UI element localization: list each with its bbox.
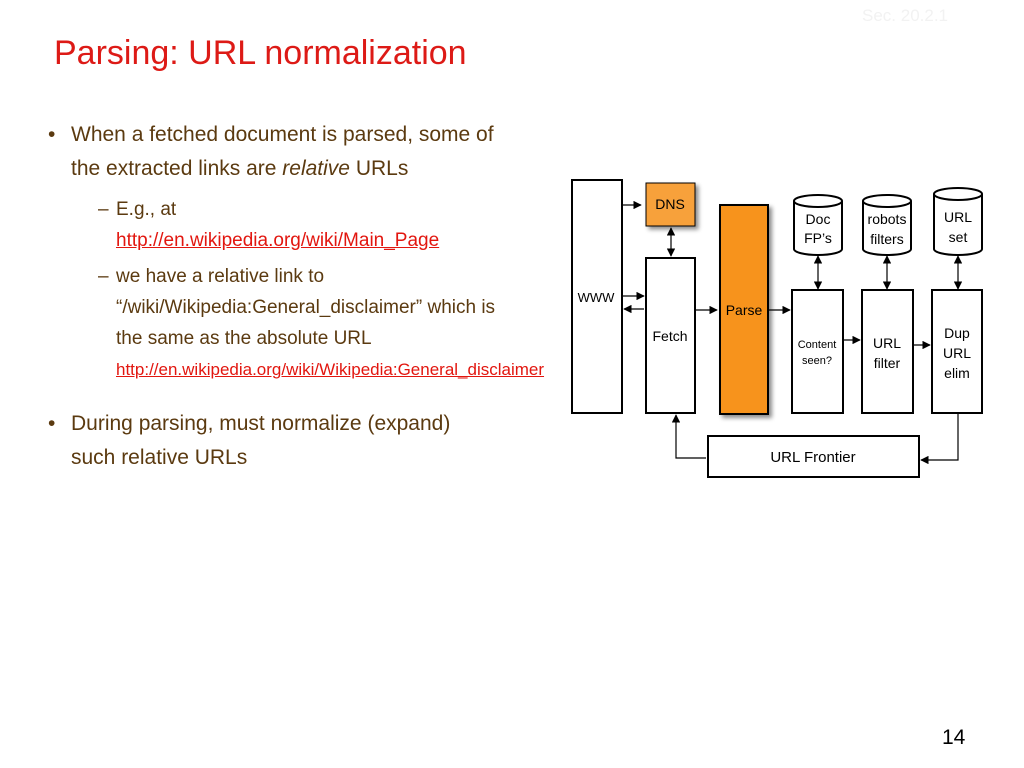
content-seen-label-1: Content <box>797 339 837 351</box>
url-filter-label-1: URL <box>872 335 902 351</box>
dup-url-elim-label-1: Dup <box>944 325 970 341</box>
arrow-frontier-fetch <box>676 415 706 458</box>
bullet-dot: • <box>48 123 56 146</box>
doc-fps-label-2: FP’s <box>804 230 832 246</box>
subbullet-dash: – <box>98 266 109 287</box>
subbullet-dash: – <box>98 199 109 220</box>
emphasis-relative: relative <box>282 157 350 180</box>
bullet-dot: • <box>48 412 56 435</box>
url-frontier-label: URL Frontier <box>770 449 856 466</box>
url-filter-label-2: filter <box>873 355 901 371</box>
bullet-text-end: URLs <box>349 157 409 180</box>
link-main-page[interactable]: http://en.wikipedia.org/wiki/Main_Page <box>116 230 440 251</box>
url-set-label-1: URL <box>943 209 973 225</box>
page-number: 14 <box>942 726 966 749</box>
parse-label: Parse <box>725 302 763 318</box>
dns-label: DNS <box>655 196 685 212</box>
dup-url-elim-label-2: URL <box>942 345 972 361</box>
content-seen-label-2: seen? <box>802 355 832 367</box>
dup-url-elim-label-3: elim <box>944 365 970 381</box>
bullet-text: During parsing, must normalize (expand) such relative URLs <box>71 412 451 469</box>
www-label: WWW <box>577 290 615 305</box>
fetch-label: Fetch <box>652 328 688 344</box>
robots-filters-label-2: filters <box>870 231 904 247</box>
robots-filters-label-1: robots <box>867 211 907 227</box>
subbullet-text: we have a relative link to “/wiki/Wikipedia:General_disclaimer” which is the same as the absolute URL <box>116 266 496 349</box>
subbullet-text: E.g., at <box>116 199 177 220</box>
section-reference: Sec. 20.2.1 <box>862 6 949 25</box>
doc-fps-label-1: Doc <box>805 211 831 227</box>
bullet-text: When a fetched document is parsed, some of the extracted links are <box>71 123 494 180</box>
url-filter-box <box>862 290 913 413</box>
content-seen-box <box>792 290 843 413</box>
url-set-label-2: set <box>948 229 968 245</box>
arrow-dup-frontier <box>921 414 958 460</box>
link-general-disclaimer[interactable]: http://en.wikipedia.org/wiki/Wikipedia:General_disclaimer <box>116 360 545 379</box>
slide-title: Parsing: URL normalization <box>54 34 467 72</box>
